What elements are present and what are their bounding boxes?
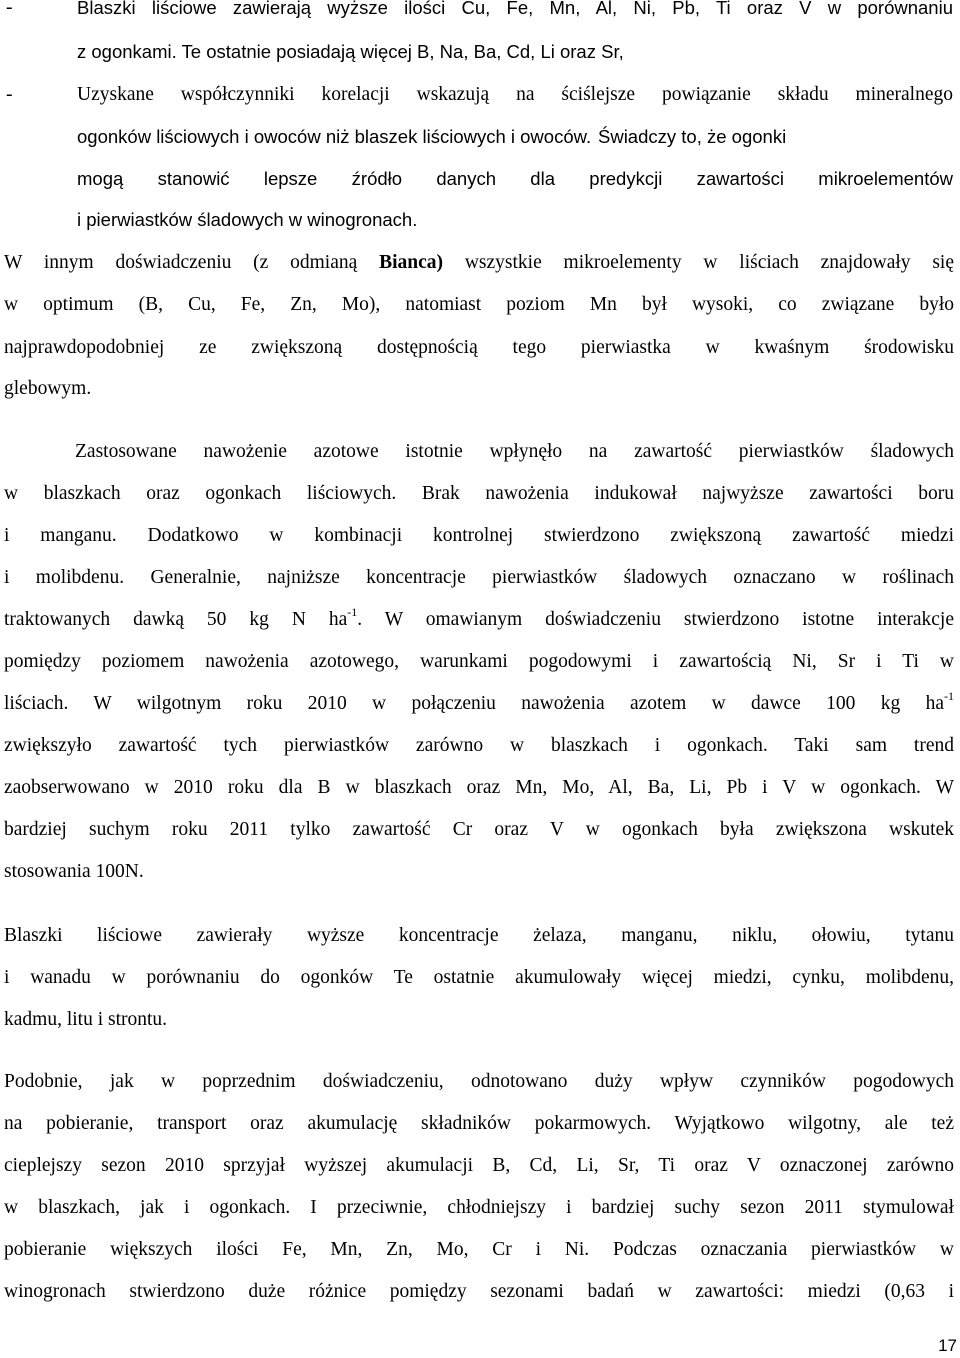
bullet-2-line-2-text: ogonków liściowych i owoców niż blaszek liściowych i owoców. [77,126,592,147]
paragraph-2-line-10: bardziej suchym roku 2011 tylko zawartość Cr oraz V w ogonkach była zwiększona wskutek [4,819,954,840]
bullet-2-line-2b: Świadczy to, że ogonki [598,126,787,147]
text-run: wszystkie mikroelementy w liściach znajdowały się [443,252,954,273]
paragraph-2-line-8: zwiększyło zawartość tych pierwiastków zarówno w blaszkach i ogonkach. Taki sam trend [4,735,954,756]
superscript: -1 [347,604,358,619]
bullet-1-line-1: Blaszki liściowe zawierają wyższe ilości Cu, Fe, Mn, Al, Ni, Pb, Ti oraz V w porównaniu [77,0,953,18]
paragraph-2-line-6: pomiędzy poziomem nawożenia azotowego, warunkami pogodowymi i zawartością Ni, Sr i Ti w [4,651,954,672]
text-run: . W omawianym doświadczeniu stwierdzono istotne interakcje [357,609,954,630]
paragraph-2-line-5 [4,604,954,632]
paragraph-1-line-3: najprawdopodobniej ze zwiększoną dostępnością tego pierwiastka w kwaśnym środowisku [4,337,954,358]
paragraph-2-line-7 [4,688,954,716]
bullet-2-line-4: i pierwiastków śladowych w winogronach. [77,209,418,230]
paragraph-4-line-2: na pobieranie, transport oraz akumulację składników pokarmowych. Wyjątkowo wilgotny, ale też [4,1113,954,1134]
bullet-2-line-3: mogą stanowić lepsze źródło danych dla predykcji zawartości mikroelementów [77,168,953,189]
paragraph-4-line-1: Podobnie, jak w poprzednim doświadczeniu, odnotowano duży wpływ czynników pogodowych [4,1071,954,1092]
superscript: -1 [944,688,954,703]
text-run: liściach. W wilgotnym roku 2010 w połączeniu nawożenia azotem w dawce 100 kg ha [4,693,944,714]
text-run: W innym doświadczeniu (z odmianą [4,252,380,273]
paragraph-2-line-11: stosowania 100N. [4,861,144,882]
bullet-dash: - [6,0,13,18]
bullet-dash: - [6,84,13,105]
bullet-1-line-2: z ogonkami. Te ostatnie posiadają więcej B, Na, Ba, Cd, Li oraz Sr, [77,41,624,62]
paragraph-1-line-4: glebowym. [4,378,92,399]
paragraph-4-line-5: pobieranie większych ilości Fe, Mn, Zn, Mo, Cr i Ni. Podczas oznaczania pierwiastków w [4,1239,954,1260]
paragraph-2-line-4: i molibdenu. Generalnie, najniższe koncentracje pierwiastków śladowych oznaczano w roślinach [4,567,954,588]
variety-name: Bianca) [379,252,444,273]
paragraph-1-line-1 [4,251,954,275]
paragraph-2-line-2: w blaszkach oraz ogonkach liściowych. Brak nawożenia indukował najwyższe zawartości boru [4,483,954,504]
paragraph-3-line-1: Blaszki liściowe zawierały wyższe koncentracje żelaza, manganu, niklu, ołowiu, tytanu [4,925,954,946]
paragraph-4-line-4: w blaszkach, jak i ogonkach. I przeciwnie, chłodniejszy i bardziej suchy sezon 2011 stymulował [4,1197,954,1218]
paragraph-2-line-9: zaobserwowano w 2010 roku dla B w blaszkach oraz Mn, Mo, Al, Ba, Li, Pb i V w ogonkach. W [4,777,954,798]
text-run: traktowanych dawką 50 kg N ha [4,609,348,630]
paragraph-2-line-3: i manganu. Dodatkowo w kombinacji kontrolnej stwierdzono zwiększoną zawartość miedzi [4,525,954,546]
paragraph-4-line-6: winogronach stwierdzono duże różnice pomiędzy sezonami badań w zawartości: miedzi (0,63 i [4,1281,954,1302]
paragraph-3-line-3: kadmu, litu i strontu. [4,1009,168,1030]
page-number: 17 [938,1336,957,1355]
bullet-2-line-1: Uzyskane współczynniki korelacji wskazują na ściślejsze powiązanie składu mineralnego [77,84,953,105]
paragraph-2-line-1: Zastosowane nawożenie azotowe istotnie wpłynęło na zawartość pierwiastków śladowych [75,441,954,462]
bullet-2-line-2 [77,125,591,149]
paragraph-1-line-2: w optimum (B, Cu, Fe, Zn, Mo), natomiast poziom Mn był wysoki, co związane było [4,294,954,315]
paragraph-3-line-2: i wanadu w porównaniu do ogonków Te ostatnie akumulowały więcej miedzi, cynku, molibdenu, [4,967,954,988]
paragraph-4-line-3: cieplejszy sezon 2010 sprzyjał wyższej akumulacji B, Cd, Li, Sr, Ti oraz V oznaczonej zarówno [4,1155,954,1176]
